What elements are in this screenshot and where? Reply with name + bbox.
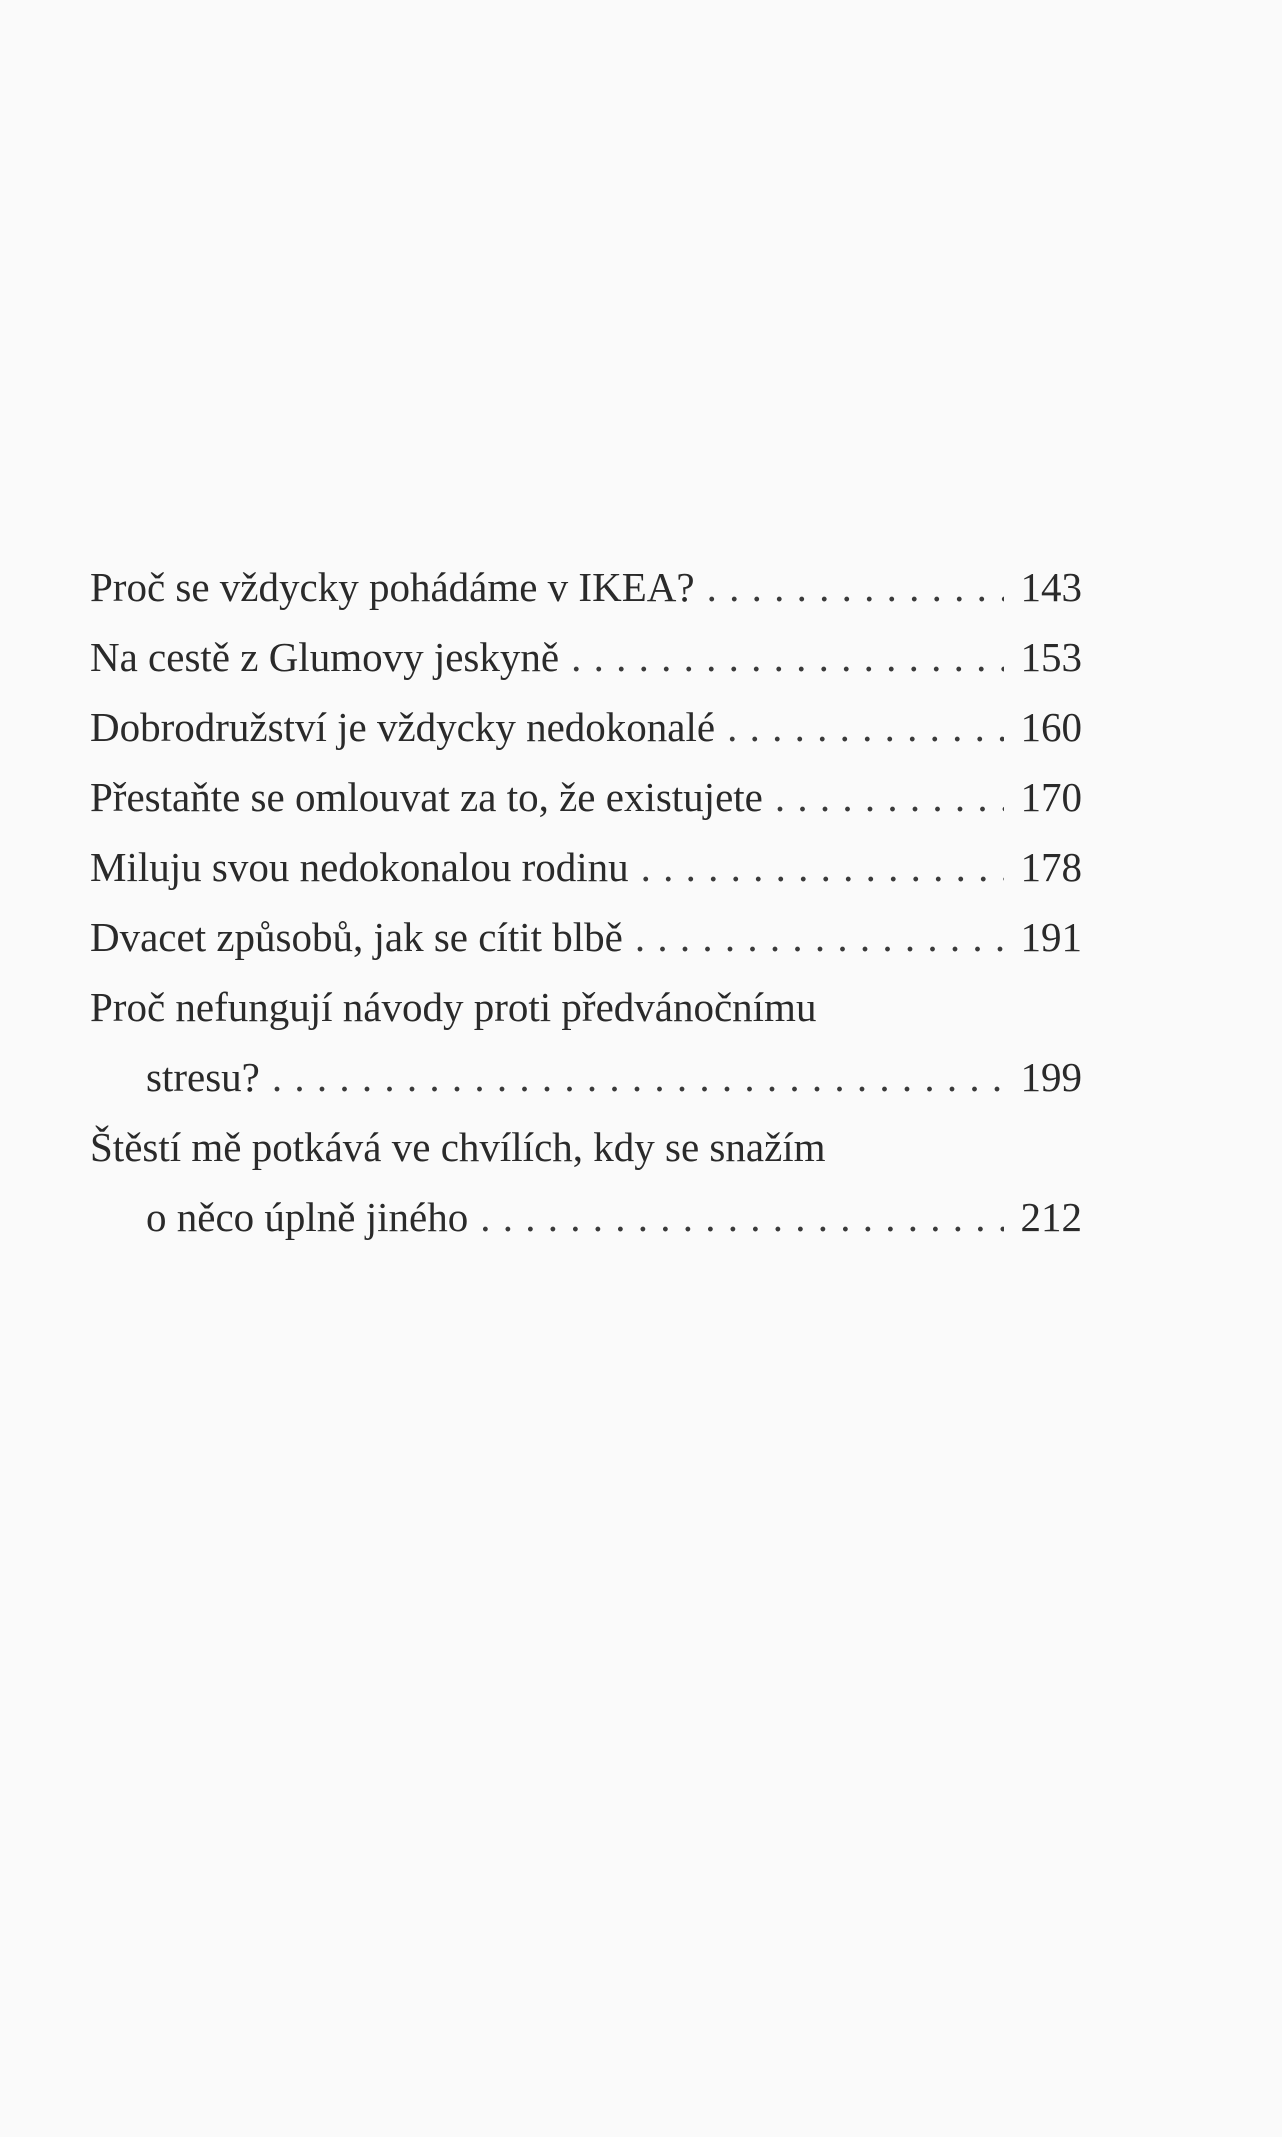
toc-entry: [90, 692, 1082, 762]
toc-entry: [90, 622, 1082, 692]
toc-entry-page: 212: [1020, 1194, 1082, 1240]
toc-entry-page: 160: [1020, 704, 1082, 750]
toc-entry: [90, 832, 1082, 902]
toc-entry-page: 178: [1020, 844, 1082, 890]
toc-entry-title: Přestaňte se omlouvat za to, že existujete: [90, 774, 763, 820]
dot-leader: [641, 832, 1004, 902]
dot-leader: [635, 902, 1004, 972]
toc-entry: [90, 762, 1082, 832]
dot-leader: [727, 692, 1004, 762]
table-of-contents: [90, 552, 1082, 1252]
toc-entry-title: Dobrodružství je vždycky nedokonalé: [90, 704, 716, 750]
toc-entry-page: 143: [1020, 564, 1082, 610]
toc-entry: [90, 552, 1082, 622]
toc-entry-title: Proč se vždycky pohádáme v IKEA?: [90, 564, 695, 610]
toc-entry-title: Štěstí mě potkává ve chvílích, kdy se snažím: [90, 1124, 826, 1170]
toc-entry-title: Na cestě z Glumovy jeskyně: [90, 634, 560, 680]
toc-entry-title: Miluju svou nedokonalou rodinu: [90, 844, 629, 890]
toc-entry-title: Proč nefungují návody proti předvánočnímu: [90, 984, 817, 1030]
toc-entry: [90, 972, 1082, 1112]
toc-entry-title-continuation: stresu?: [146, 1054, 260, 1100]
toc-entry-title: Dvacet způsobů, jak se cítit blbě: [90, 914, 623, 960]
dot-leader: [571, 622, 1004, 692]
dot-leader: [480, 1182, 1004, 1252]
toc-entry-page: 170: [1020, 774, 1082, 820]
toc-entry: [90, 902, 1082, 972]
dot-leader: [775, 762, 1004, 832]
toc-entry-title-continuation: o něco úplně jiného: [146, 1194, 469, 1240]
toc-entry-page: 199: [1020, 1054, 1082, 1100]
dot-leader: [272, 1042, 1004, 1112]
dot-leader: [707, 552, 1004, 622]
toc-entry-page: 191: [1020, 914, 1082, 960]
toc-entry: [90, 1112, 1082, 1252]
toc-entry-page: 153: [1020, 634, 1082, 680]
